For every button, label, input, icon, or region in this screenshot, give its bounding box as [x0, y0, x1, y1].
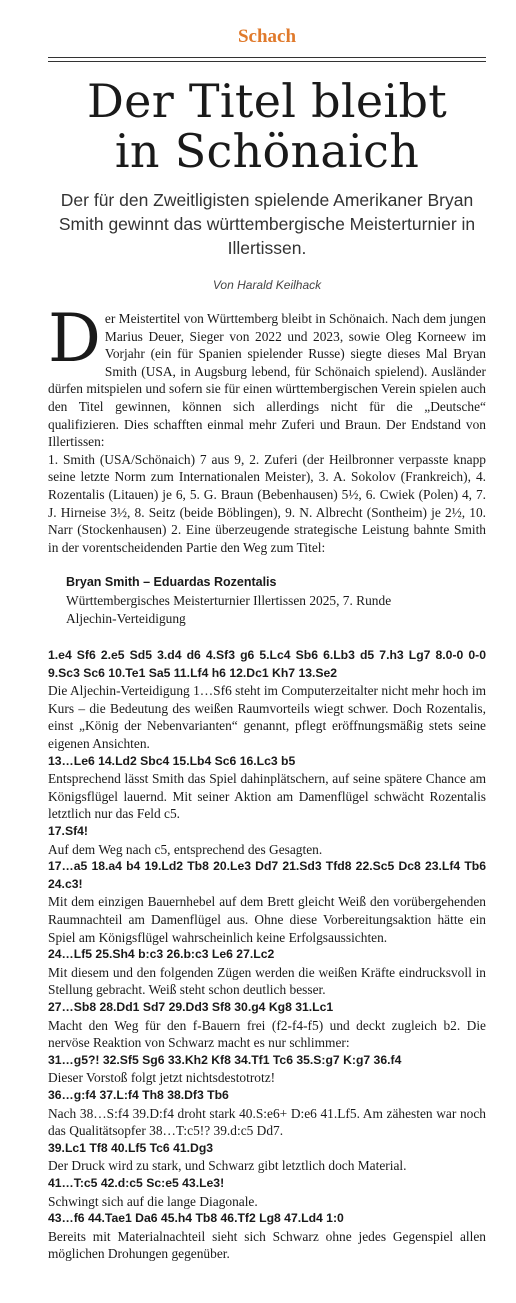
move-sequence: 17.Sf4!	[48, 824, 88, 839]
top-rule-thin	[48, 61, 486, 62]
annotation-comment: Macht den Weg für den f-Bauern frei (f2-f4-f5) und deckt zugleich b2. Die nervöse Reaktion von Schwarz macht es nur schlimmer:	[48, 1017, 486, 1051]
top-rule	[48, 57, 486, 58]
annotation-comment: Nach 38…S:f4 39.D:f4 droht stark 40.S:e6+ D:e6 41.Lf5. Am zähesten war noch das Qualitätsopfer 38…T:c5!? 39.d:c5 Dd7.	[48, 1105, 486, 1139]
move-sequence: 24…Lf5 25.Sh4 b:c3 26.b:c3 Le6 27.Lc2	[48, 947, 275, 962]
headline-line-1: Der Titel bleibt	[87, 74, 447, 128]
article-body	[48, 300, 486, 556]
annotation-comment: Die Aljechin-Verteidigung 1…Sf6 steht im Computerzeitalter nicht mehr hoch im Kurs – die Bedeutung des weißen Raumvorteils wiegt schwer. Doch Rozentalis, einst „König der Nebenvarianten“ genannt, pflegt eröffnungsmäßig stets seine eigenen Ansichten.	[48, 683, 486, 752]
annotation-comment: Entsprechend lässt Smith das Spiel dahinplätschern, auf seine spätere Chance am Königsflügel lauernd. Mit seiner Aktion am Damenflügel schwächt Rozentalis letztlich nur das Feld c5.	[48, 771, 486, 822]
move-sequence: 36…g:f4 37.L:f4 Th8 38.Df3 Tb6	[48, 1087, 229, 1102]
intro-text: er Meistertitel von Württemberg bleibt in Schönaich. Nach dem jungen Marius Deuer, Sieger von 2022 und 2023, sowie Oleg Korneew im Vorjahr (ein für Spanien spielender Russe) siegte dieses Mal Bryan Smith (USA, in Augsburg lebend, für Schönaich spielend). Ausländer dürfen mitspielen und sofern sie für einen württembergischen Verein spielen auch den Titel gewinnen, können sich allerdings nicht für die „Deutsche“ qualifizieren. Dies schafften einmal mehr Zuferi und Braun. Der Endstand von Illertissen:	[48, 311, 486, 450]
move-sequence: 27…Sb8 28.Dd1 Sd7 29.Dd3 Sf8 30.g4 Kg8 31.Lc1	[48, 999, 334, 1014]
intro-paragraph	[48, 300, 486, 556]
annotation-comment: Auf dem Weg nach c5, entsprechend des Gesagten.	[48, 841, 323, 857]
move-sequence: 1.e4 Sf6 2.e5 Sd5 3.d4 d6 4.Sf3 g6 5.Lc4 Sb6 6.Lb3 d5 7.h3 Lg7 8.0-0 0-0 9.Sc3 Sc6 10.Te1 Sa5 11.Lf4 h6 12.Dc1 Kh7 13.Se2	[48, 648, 486, 680]
section-rubric: Schach	[237, 26, 297, 47]
annotation-comment: Der Druck wird zu stark, und Schwarz gibt letztlich doch Material.	[48, 1158, 407, 1174]
annotation-comment: Mit dem einzigen Bauernhebel auf dem Brett gleicht Weiß den vorübergehenden Raumnachteil am Damenflügel aus. Ohne diese Vorbereitungsaktion hätte ein Spiel am Königsflügel wahrscheinlich keine Erfolgsaussichten.	[48, 894, 486, 945]
move-sequence: 43…f6 44.Tae1 Da6 45.h4 Tb8 46.Tf2 Lg8 47.Ld4 1:0	[48, 1211, 344, 1226]
move-sequence: 13…Le6 14.Ld2 Sbc4 15.Lb4 Sc6 16.Lc3 b5	[48, 753, 296, 768]
drop-cap: D	[48, 300, 101, 377]
byline: Von Harald Keilhack	[212, 278, 322, 292]
game-event: Württembergisches Meisterturnier Illertissen 2025, 7. Runde	[66, 592, 392, 608]
move-sequence: 17…a5 18.a4 b4 19.Ld2 Tb8 20.Le3 Dd7 21.Sd3 Tfd8 22.Sc5 Dc8 23.Lf4 Tb6 24.c3!	[48, 859, 486, 891]
game-header	[66, 574, 486, 627]
game-opening: Aljechin-Verteidigung	[66, 610, 186, 626]
annotation-comment: Dieser Vorstoß folgt jetzt nichtsdestotrotz!	[48, 1070, 276, 1086]
move-sequence: 31…g5?! 32.Sf5 Sg6 33.Kh2 Kf8 34.Tf1 Tc6 35.S:g7 K:g7 36.f4	[48, 1052, 402, 1067]
move-sequence: 41…T:c5 42.d:c5 Sc:e5 43.Le3!	[48, 1175, 225, 1190]
game-players: Bryan Smith – Eduardas Rozentalis	[66, 575, 277, 590]
headline	[48, 76, 486, 176]
move-sequence: 39.Lc1 Tf8 40.Lf5 Tc6 41.Dg3	[48, 1140, 214, 1155]
annotation-comment: Mit diesem und den folgenden Zügen werden die weißen Kräfte eindrucksvoll in Stellung gebracht. Weiß steht schon deutlich besser.	[48, 964, 486, 998]
game-notation	[48, 647, 486, 1263]
subheadline: Der für den Zweitligisten spielende Amerikaner Bryan Smith gewinnt das württembergische Meisterturnier in Illertissen.	[58, 190, 476, 258]
annotation-comment: Bereits mit Materialnachteil sieht sich Schwarz ohne jedes Gegenspiel allen möglichen Drohungen gegenüber.	[48, 1228, 486, 1262]
headline-line-2: in Schönaich	[114, 124, 420, 178]
standings-text: 1. Smith (USA/Schönaich) 7 aus 9, 2. Zuferi (der Heilbronner verpasste knapp seine letzte Norm zum Internationalen Meister), 3. A. Sokolov (Frankreich), 4. Rozentalis (Litauen) je 6, 5. G. Braun (Bebenhausen) 5½, 6. Cwiek (Polen) 4, 7. J. Hirneise 3½, 8. Seitz (beide Böblingen), 9. N. Albrecht (Sontheim) je 2½, 10. Narr (Stockenhausen) 2. Eine überzeugende strategische Leistung bahnte Smith in der vorentscheidenden Partie den Weg zum Titel:	[48, 451, 486, 555]
annotation-comment: Schwingt sich auf die lange Diagonale.	[48, 1193, 258, 1209]
